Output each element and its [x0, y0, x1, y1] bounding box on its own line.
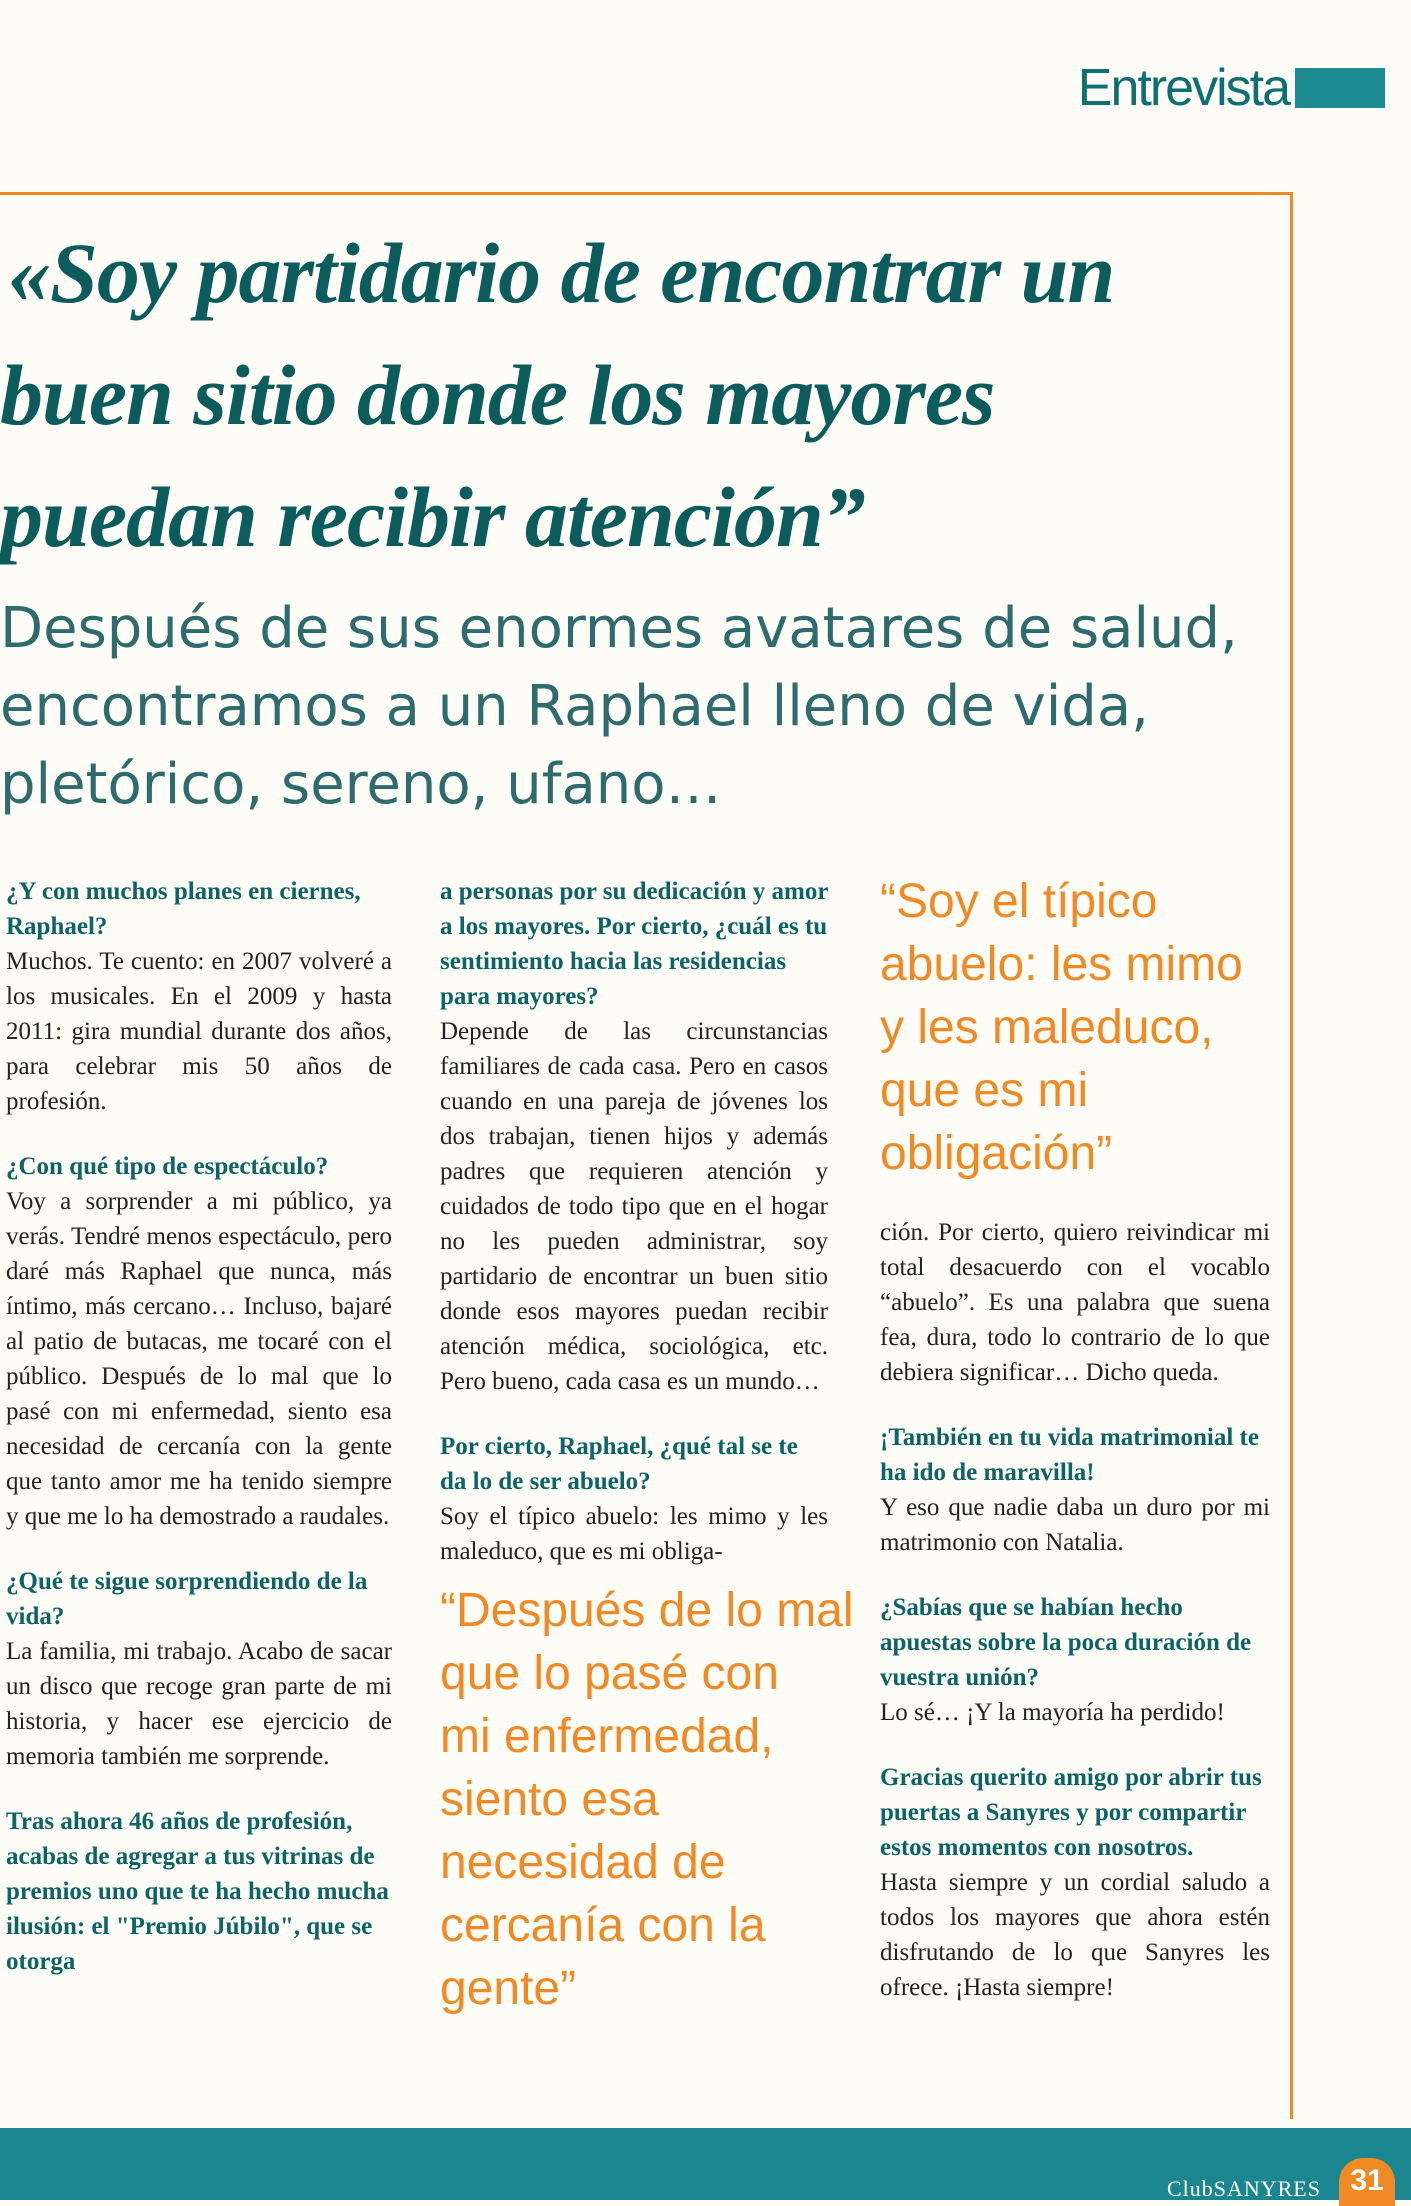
question: a personas por su dedicación y amor a los mayores. Por cierto, ¿cuál es tu sentimiento hacia las residencias para mayores?: [440, 878, 829, 1010]
question: Gracias querito amigo por abrir tus puertas a Sanyres y por compartir estos momentos con nosotros.: [880, 1764, 1262, 1861]
section-header: [1077, 59, 1385, 117]
pull-quote-line: que es mi: [880, 1064, 1089, 1117]
question: ¿Sabías que se habían hecho apuestas sobre la poca duración de vuestra unión?: [880, 1594, 1252, 1691]
answer: ción. Por cierto, quiero reivindicar mi total desacuerdo con el vocablo “abuelo”. Es una palabra que suena fea, dura, todo lo contrario de lo que debiera significar… Dicho queda.: [880, 1219, 1270, 1386]
pull-quote-line: mi enfermedad,: [440, 1710, 774, 1763]
footer-brand-logo: ClubSANYRES: [1166, 2176, 1321, 2201]
question: ¡También en tu vida matrimonial te ha ido de maravilla!: [880, 1424, 1259, 1486]
frame-right-rule: [1290, 192, 1293, 2119]
answer: Lo sé… ¡Y la mayoría ha perdido!: [880, 1699, 1225, 1726]
pull-quote-line: “Después de lo mal: [440, 1584, 854, 1637]
lead-line: encontramos a un Raphael lleno de vida,: [0, 674, 1149, 739]
lead-line: Después de sus enormes avatares de salud,: [0, 596, 1238, 661]
headline-line: «Soy partidario de encontrar un: [8, 225, 1115, 321]
article-column-2: [440, 874, 854, 2020]
pull-quote-line: gente”: [440, 1962, 577, 2015]
headline: [0, 212, 1260, 578]
qa-block: [6, 874, 392, 1119]
qa-block: [880, 1590, 1270, 1730]
pull-quote: [880, 870, 1270, 1185]
lead-paragraph: [0, 590, 1270, 824]
pull-quote-line: “Soy el típico: [880, 875, 1158, 928]
answer: La familia, mi trabajo. Acabo de sacar un disco que recoge gran parte de mi historia, y hacer ese ejercicio de memoria también me sorprende.: [6, 1638, 392, 1770]
pull-quote-line: obligación”: [880, 1127, 1113, 1180]
answer: Muchos. Te cuento: en 2007 volveré a los musicales. En el 2009 y hasta 2011: gira mundial durante dos años, para celebrar mis 50 años de profesión.: [6, 948, 392, 1115]
pull-quote-line: abuelo: les mimo: [880, 938, 1243, 991]
headline-line: buen sitio donde los mayores: [0, 347, 995, 443]
pull-quote-line: cercanía con la: [440, 1899, 766, 1952]
pull-quote-line: siento esa: [440, 1773, 659, 1826]
pull-quote-line: necesidad de: [440, 1836, 726, 1889]
answer: Soy el típico abuelo: les mimo y les maleduco, que es mi obliga-: [440, 1503, 828, 1565]
qa-block: [880, 1420, 1270, 1560]
qa-block: [440, 1429, 828, 1569]
qa-block: [6, 1564, 392, 1774]
question: Por cierto, Raphael, ¿qué tal se te da lo de ser abuelo?: [440, 1433, 798, 1495]
section-bar: [1295, 68, 1385, 108]
article-column-1: [6, 874, 392, 2009]
frame-top-rule: [0, 192, 1292, 195]
lead-line: pletórico, sereno, ufano…: [0, 752, 722, 817]
qa-block: [880, 1215, 1270, 1390]
qa-block: [880, 1760, 1270, 2005]
headline-line: puedan recibir atención”: [0, 469, 865, 565]
pull-quote: [440, 1579, 854, 2020]
qa-block: [6, 1804, 392, 1979]
article-column-3: [880, 870, 1270, 2035]
answer: Voy a sorprender a mi público, ya verás. Tendré menos espectáculo, pero daré más Raphael que nunca, más íntimo, más cercano… Incluso, bajaré al patio de butacas, me tocaré con el público. Después de lo mal que lo pasé con mi enfermedad, siento esa necesidad de cercanía con la gente que tanto amor me ha tenido siempre y que me lo ha demostrado a raudales.: [6, 1188, 392, 1530]
page-number: 31: [1339, 2158, 1395, 2206]
question: ¿Y con muchos planes en ciernes, Raphael?: [6, 878, 361, 940]
section-label: Entrevista: [1077, 59, 1289, 117]
qa-block: [6, 1149, 392, 1534]
pull-quote-line: que lo pasé con: [440, 1647, 779, 1700]
answer: Y eso que nadie daba un duro por mi matrimonio con Natalia.: [880, 1494, 1270, 1556]
question: ¿Qué te sigue sorprendiendo de la vida?: [6, 1568, 368, 1630]
pull-quote-line: y les maleduco,: [880, 1001, 1214, 1054]
question: Tras ahora 46 años de profesión, acabas de agregar a tus vitrinas de premios uno que te ha hecho mucha ilusión: el "Premio Júbilo", que se otorga: [6, 1808, 389, 1975]
question: ¿Con qué tipo de espectáculo?: [6, 1153, 329, 1180]
qa-block: [440, 874, 828, 1399]
answer: Depende de las circunstancias familiares de cada casa. Pero en casos cuando en una pareja de jóvenes los dos trabajan, tienen hijos y además padres que requieren atención y cuidados de todo tipo que en el hogar no les pueden administrar, soy partidario de encontrar un buen sitio donde esos mayores puedan recibir atención médica, sociológica, etc. Pero bueno, cada casa es un mundo…: [440, 1018, 828, 1395]
answer: Hasta siempre y un cordial saludo a todos los mayores que ahora estén disfrutando de lo que Sanyres les ofrece. ¡Hasta siempre!: [880, 1869, 1270, 2001]
